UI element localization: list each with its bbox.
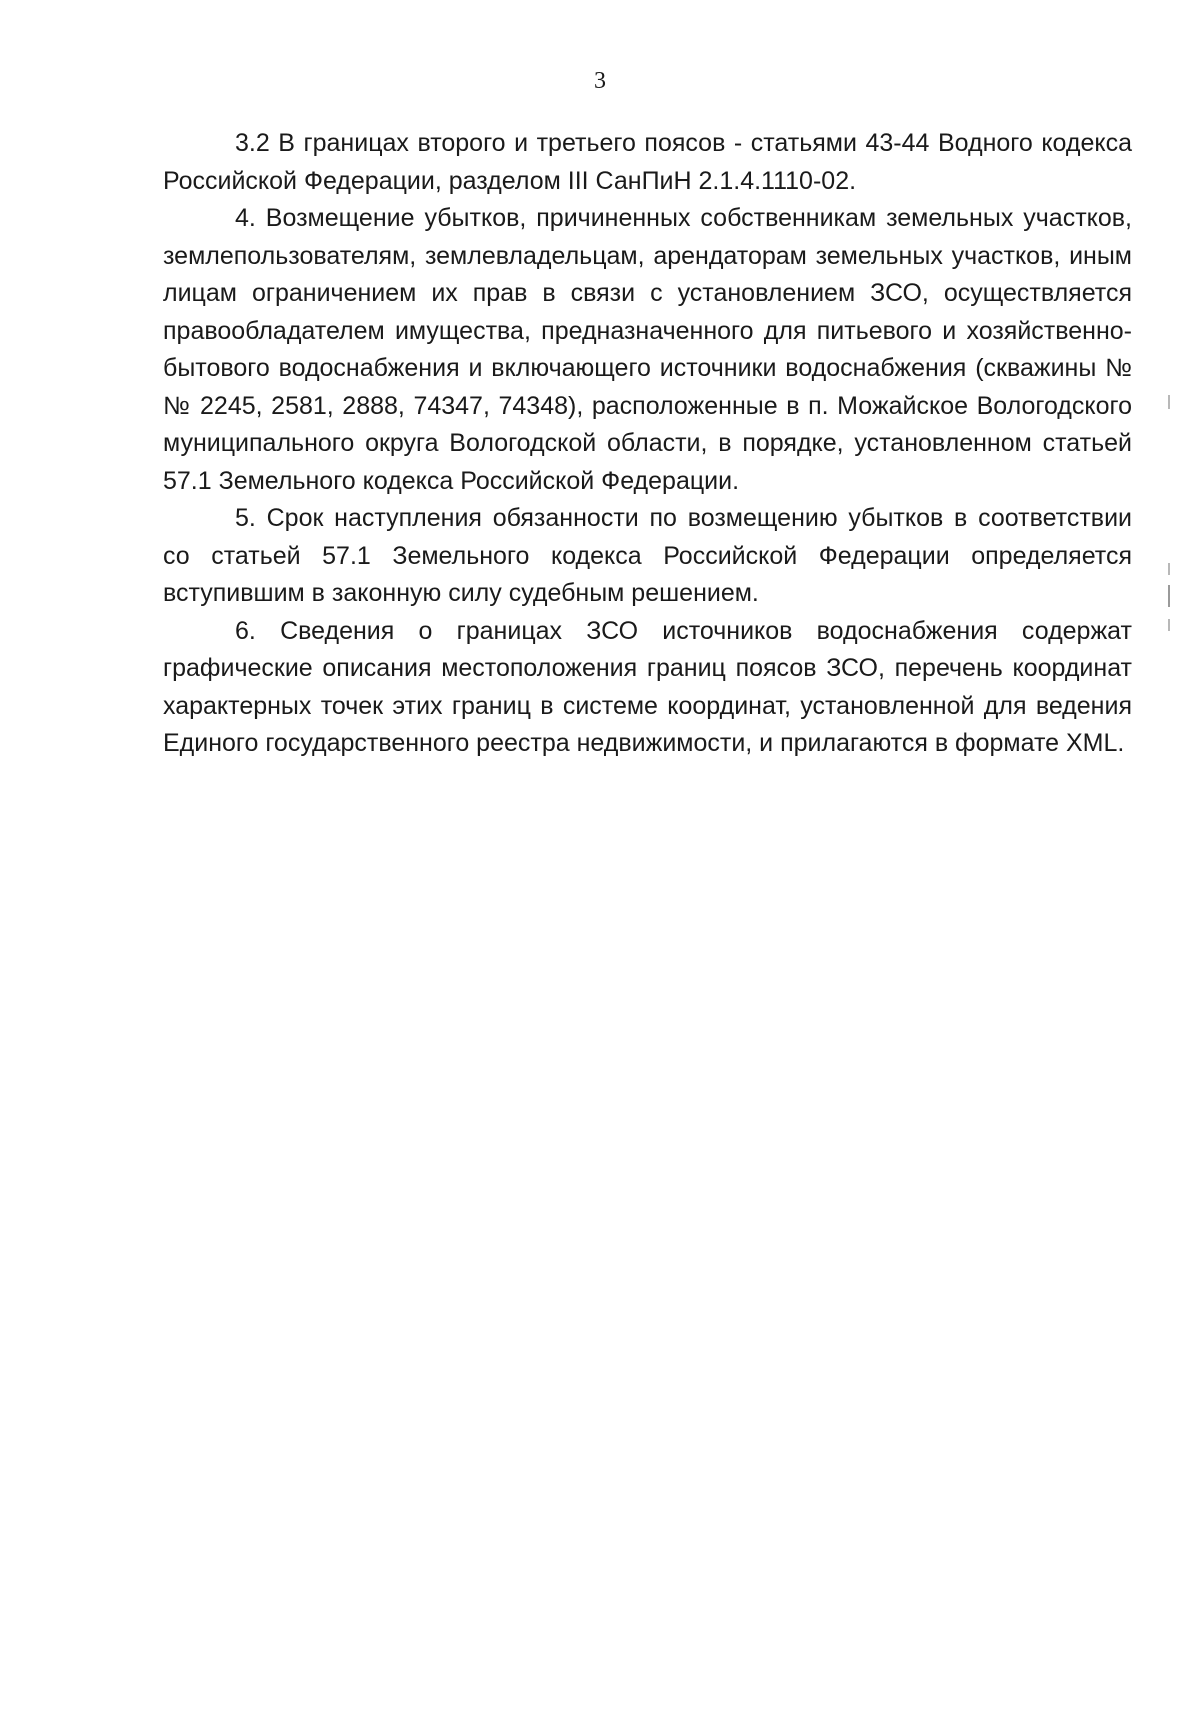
page-number: 3 (594, 68, 606, 94)
scan-artifact (1168, 395, 1170, 409)
paragraph-4: 4. Возмещение убытков, причиненных собственникам земельных участков, землепользователям, землевладельцам, арендаторам земельных участков, иным лицам ограничением их прав в связи с установлением ЗСО, осуществляется правообладателем имущества, предназначенного для питьевого и хозяйственно-бытового водоснабжения и включающего источники водоснабжения (скважины №№ 2245, 2581, 2888, 74347, 74348), расположенные в п. Можайское Вологодского муниципального округа Вологодской области, в порядке, установленном статьей 57.1 Земельного кодекса Российской Федерации. (163, 204, 1132, 495)
scan-artifact (1168, 563, 1170, 575)
scan-artifact (1168, 585, 1170, 607)
document-body (163, 125, 1132, 763)
scan-artifact (1168, 619, 1170, 631)
paragraph-3-2: 3.2 В границах второго и третьего поясов - статьями 43-44 Водного кодекса Российской Федерации, разделом III СанПиН 2.1.4.1110-02. (163, 129, 1132, 195)
paragraph-5: 5. Срок наступления обязанности по возмещению убытков в соответствии со статьей 57.1 Земельного кодекса Российской Федерации определяется вступившим в законную силу судебным решением. (163, 504, 1132, 607)
paragraph-6: 6. Сведения о границах ЗСО источников водоснабжения содержат графические описания местоположения границ поясов ЗСО, перечень координат характерных точек этих границ в системе координат, установленной для ведения Единого государственного реестра недвижимости, и прилагаются в формате XML. (163, 616, 1132, 757)
